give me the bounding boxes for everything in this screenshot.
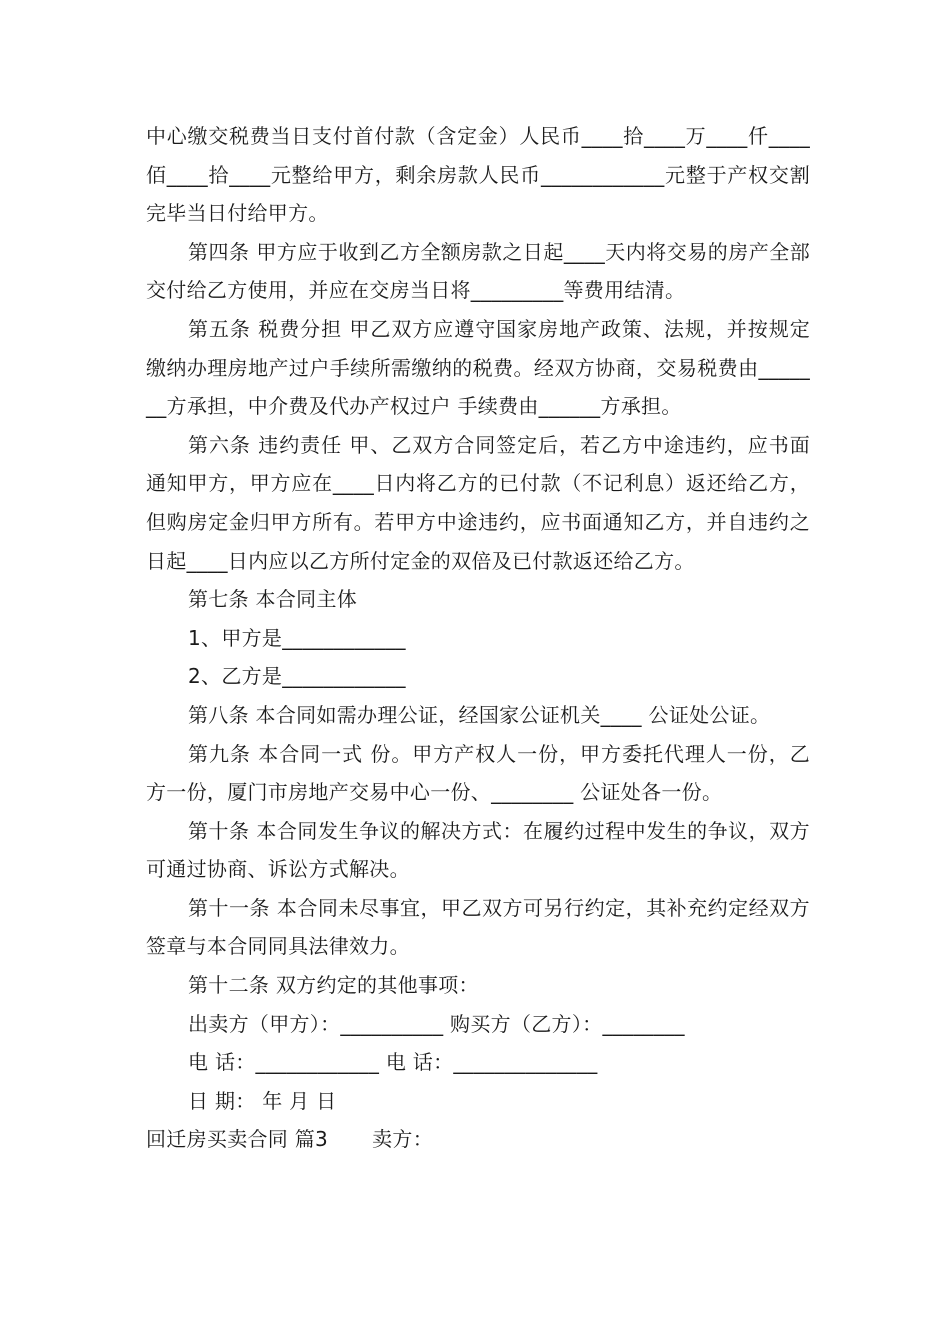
paragraph-party-b: 2、乙方是____________: [188, 664, 406, 689]
paragraph-article-6: 第六条 违约责任 甲、乙双方合同签定后，若乙方中途违约，应书面通知甲方，甲方应在____日内将乙方的已付款（不记利息）返还给乙方，但购房定金归甲方所有。若甲方中途违约，应书面通知乙方，并自违约之日起____日内应以乙方所付定金的双倍及已付款返还给乙方。: [146, 432, 810, 573]
paragraph-article-8: 第八条 本合同如需办理公证，经国家公证机关____ 公证处公证。: [188, 702, 771, 727]
paragraph-article-5: 第五条 税费分担 甲乙双方应遵守国家房地产政策、法规，并按规定缴纳办理房地产过户手续所需缴纳的税费。经双方协商，交易税费由_______方承担，中介费及代办产权过户 手续费由______方承担。: [146, 316, 810, 419]
paragraph-article-10: 第十条 本合同发生争议的解决方式：在履约过程中发生的争议，双方可通过协商、诉讼方式解决。: [146, 818, 810, 882]
paragraph-article-12: 第十二条 双方约定的其他事项：: [188, 973, 479, 998]
paragraph-article-9: 第九条 本合同一式 份。甲方产权人一份，甲方委托代理人一份，乙方一份，厦门市房地产交易中心一份、________ 公证处各一份。: [146, 741, 810, 805]
next-section-title: 回迁房买卖合同 篇3: [146, 1127, 329, 1152]
next-section-seller-label: 卖方：: [372, 1127, 433, 1152]
paragraph-phones: 电 话：____________ 电 话：______________: [188, 1050, 598, 1075]
paragraph-signers: 出卖方（甲方）：__________ 购买方（乙方）：________: [188, 1011, 685, 1036]
paragraph-article-4: 第四条 甲方应于收到乙方全额房款之日起____天内将交易的房产全部交付给乙方使用，并应在交房当日将_________等费用结清。: [146, 239, 810, 303]
paragraph-party-a: 1、甲方是____________: [188, 625, 406, 650]
paragraph-article-7: 第七条 本合同主体: [188, 587, 358, 612]
paragraph-date: 日 期： 年 月 日: [188, 1088, 337, 1113]
next-section-heading: [146, 1120, 810, 1159]
paragraph-article-11: 第十一条 本合同未尽事宜，甲乙双方可另行约定，其补充约定经双方签章与本合同同具法律效力。: [146, 895, 810, 959]
document-body: [146, 117, 810, 1159]
paragraph-payment: 中心缴交税费当日支付首付款（含定金）人民币____拾____万____仟____佰____拾____元整给甲方，剩余房款人民币____________元整于产权交割完毕当日付给甲方。: [146, 124, 810, 226]
